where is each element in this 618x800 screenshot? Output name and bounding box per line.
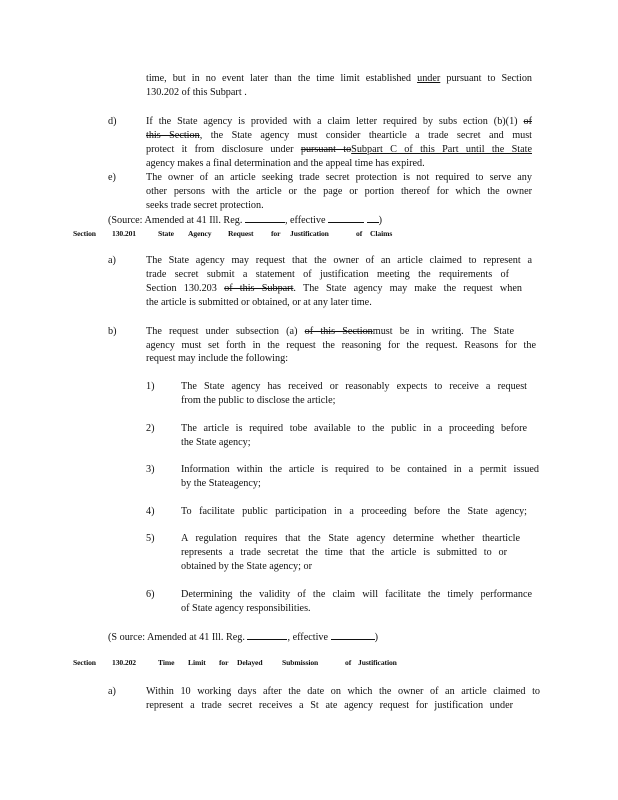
s201a-line-2: trade secret submit a statement of justification meeting the requirements of: [146, 269, 509, 280]
struck-text: this Section: [146, 130, 200, 141]
struck-text: of: [523, 116, 532, 127]
blank-line: [367, 212, 379, 223]
item-label-e: e): [108, 172, 116, 183]
inserted-text: under: [417, 73, 441, 84]
struck-text: of this Subpart: [224, 283, 294, 294]
s201a-line-4: the article is submitted or obtained, or at any later time.: [146, 297, 372, 308]
blank-line: [331, 629, 375, 640]
item-label-b: b): [108, 326, 117, 337]
top-paragraph-line-1: time, but in no event later than the time limit established under pursuant to Section: [146, 73, 533, 84]
struck-text: pursuant to: [300, 144, 352, 155]
s202a-line-1: Within 10 working days after the date on which the owner of an article claimed to: [146, 686, 540, 697]
s201a-line-3: Section 130.203 of this Subpart. The State agency may make the request when: [146, 283, 523, 294]
item-d-line-3: protect it from disclosure under pursuant toSubpart C of this Part until the State: [146, 144, 532, 155]
blank-line: [245, 212, 285, 223]
source-note-1: (Source: Amended at 41 Ill. Reg. , effective ): [108, 212, 382, 228]
document-page: time, but in no event later than the time limit established under pursuant to Section 130.202 of this Subpart . d) If the State agency is provided with a claim letter required by subs ection (b)(1) of this Section, the State agency must consider thearticle a trade secret and must protect it from disclosure under pursuant toSubpart C of this Part until the State agency makes a final determination and the appeal time has expired. e) The owner of an article seeking trade secret protection is not required to serve any other persons with the article or the page or portion thereof for which the owner seeks trade secret protection. (Source: Amended at 41 Ill. Reg. , effective ) Section 130.201 State Agency Request for Justification of Claims a) The State agency may request that the owner of an article claimed to represent a trade secret submit a statement of justification meeting the requirements of Section 130.203 of this Subpart. The State agency may make the request when the article is submitted or obtained, or at any later time. b) The request under subsection (a) of this Sectionmust be in writing. The State agency must set forth in the request the reasoning for the request. Reasons for the request may include the following: 1) The State agency has received or reasonably expects to receive a request from the public to disclose the article; 2) The article is required tobe available to the public in a proceeding before the State agency; 3) Information within the article is required to be contained in a permit issued by the Stateagency; 4) To facilitate public participation in a proceeding before the State agency; 5) A regulation requires that the State agency determine whether thearticle represents a trade secretat the time that the article is submitted to or obtained by the State agency; or 6) Determining the validity of the claim will facilitate the timely performance of State agency responsibilities. (S ource: Amended at 41 Ill. Reg. , effective ) Section 130.202 Time Limit for Delayed Submission of Justification a) Within 10 working days after the date on which the owner of an article claimed to represent a trade secret receives a St ate agency request for justification under: [73, 73, 540, 711]
top-paragraph-line-2: 130.202 of this Subpart .: [146, 87, 247, 98]
item-e-line-2: other persons with the article or the page or portion thereof for which the owner: [146, 186, 532, 197]
item-d-line-4: agency makes a final determination and the appeal time has expired.: [146, 158, 425, 169]
s201a-line-1: The State agency may request that the owner of an article claimed to represent a: [146, 255, 532, 266]
item-d-line-1: If the State agency is provided with a claim letter required by subs ection (b)(1) of: [146, 116, 532, 127]
s201b-line-1: The request under subsection (a) of this Sectionmust be in writing. The State: [146, 326, 515, 337]
item-e-line-3: seeks trade secret protection.: [146, 200, 264, 211]
blank-line: [247, 629, 287, 640]
item-e-line-1: The owner of an article seeking trade secret protection is not required to serve any: [146, 172, 532, 183]
item-d-line-2: this Section, the State agency must consider thearticle a trade secret and must: [146, 130, 533, 141]
s202a-line-2: represent a trade secret receives a St ate agency request for justification under: [146, 700, 513, 711]
struck-text: of this Section: [304, 326, 373, 337]
item-label-a: a): [108, 255, 116, 266]
source-note-2: (S ource: Amended at 41 Ill. Reg. , effective ): [108, 629, 378, 645]
item-label-a-130-202: a): [108, 686, 116, 697]
s201b-line-2: agency must set forth in the request the reasoning for the request. Reasons for the: [146, 340, 536, 351]
s201b-line-3: request may include the following:: [146, 353, 289, 364]
blank-line: [328, 212, 364, 223]
item-label-d: d): [108, 116, 117, 127]
